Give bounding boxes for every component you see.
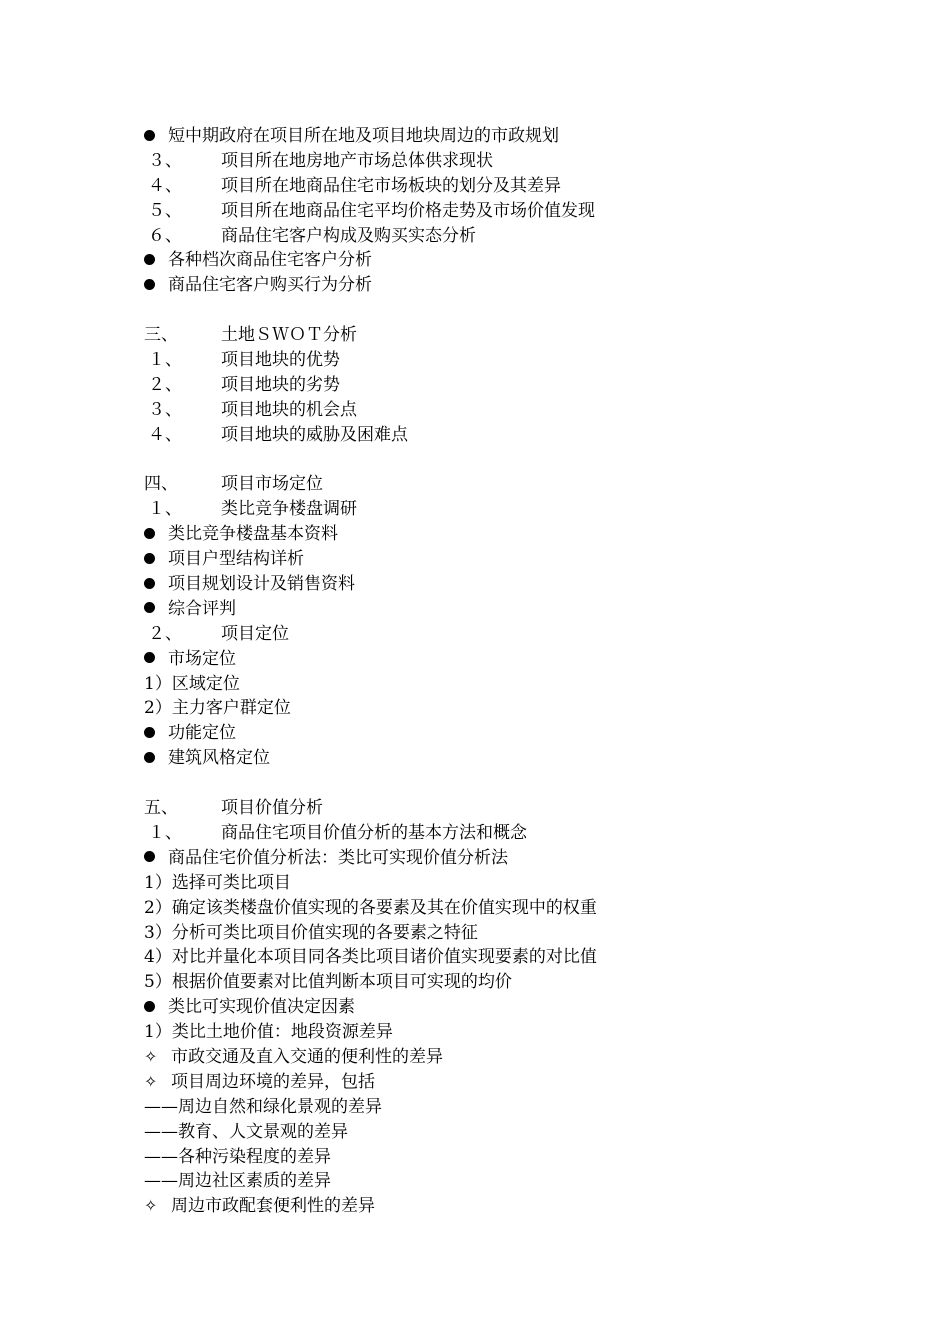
line-text: 2）确定该类楼盘价值实现的各要素及其在价值实现中的权重: [144, 897, 597, 918]
numbered-item: [0, 174, 950, 199]
bullet-item: [0, 846, 950, 871]
line-text: 5）根据价值要素对比值判断本项目可实现的均价: [144, 972, 512, 993]
item-text: 项目所在地房地产市场总体供求现状: [221, 150, 493, 171]
line-text: ——周边自然和绿化景观的差异: [144, 1096, 382, 1117]
bullet-text: 各种档次商品住宅客户分析: [168, 250, 372, 271]
bullet-item: [0, 572, 950, 597]
item-text: 项目所在地商品住宅市场板块的划分及其差异: [221, 175, 561, 196]
item-text: 项目定位: [221, 623, 289, 644]
section-heading: [0, 472, 950, 497]
item-text: 项目地块的优势: [221, 350, 340, 371]
item-number: １、: [148, 350, 182, 371]
numbered-item: [0, 622, 950, 647]
bullet-text: 项目规划设计及销售资料: [168, 574, 355, 595]
bullet-item: [0, 522, 950, 547]
text-line: [0, 1120, 950, 1145]
bullet-dot-icon: [144, 124, 155, 149]
numbered-item: [0, 398, 950, 423]
bullet-dot-icon: [144, 995, 155, 1020]
blank-line: [0, 298, 950, 323]
bullet-text: 类比可实现价值决定因素: [168, 997, 355, 1018]
section-heading: [0, 323, 950, 348]
line-text: 2）主力客户群定位: [144, 698, 291, 719]
item-number: 三、: [144, 325, 178, 346]
item-number: 四、: [144, 474, 178, 495]
bullet-dot-icon: [144, 746, 155, 771]
numbered-item: [0, 199, 950, 224]
item-text: 项目地块的威胁及困难点: [221, 424, 408, 445]
bullet-text: 市政交通及直入交通的便利性的差异: [171, 1046, 443, 1067]
item-text: 项目所在地商品住宅平均价格走势及市场价值发现: [221, 200, 595, 221]
line-text: 4）对比并量化本项目同各类比项目诸价值实现要素的对比值: [144, 947, 597, 968]
bullet-item: [0, 746, 950, 771]
numbered-item: [0, 497, 950, 522]
item-number: ４、: [148, 424, 182, 445]
bullet-item: [0, 1194, 950, 1219]
bullet-item: [0, 248, 950, 273]
bullet-text: 市场定位: [168, 648, 236, 669]
bullet-text: 建筑风格定位: [168, 748, 270, 769]
bullet-item: [0, 597, 950, 622]
item-text: 项目地块的机会点: [221, 399, 357, 420]
bullet-text: 功能定位: [168, 723, 236, 744]
text-line: [0, 896, 950, 921]
bullet-text: 商品住宅客户购买行为分析: [168, 275, 372, 296]
diamond-star-icon: ✧: [144, 1196, 158, 1216]
bullet-text: 商品住宅价值分析法：类比可实现价值分析法: [168, 847, 508, 868]
text-line: [0, 871, 950, 896]
diamond-star-icon: ✧: [144, 1071, 158, 1091]
bullet-dot-icon: [144, 721, 155, 746]
bullet-dot-icon: [144, 273, 155, 298]
bullet-text: 综合评判: [168, 598, 236, 619]
item-text: 商品住宅项目价值分析的基本方法和概念: [221, 822, 527, 843]
bullet-dot-icon: [144, 522, 155, 547]
document-body: [0, 124, 950, 1219]
item-number: ３、: [148, 399, 182, 420]
bullet-text: 项目周边环境的差异，包括: [171, 1071, 375, 1092]
line-text: ——周边社区素质的差异: [144, 1171, 331, 1192]
numbered-item: [0, 224, 950, 249]
bullet-text: 短中期政府在项目所在地及项目地块周边的市政规划: [168, 126, 559, 146]
item-number: ２、: [148, 374, 182, 395]
line-text: 1）选择可类比项目: [144, 872, 291, 893]
bullet-text: 周边市政配套便利性的差异: [171, 1196, 375, 1217]
bullet-item: [0, 721, 950, 746]
item-number: ４、: [148, 175, 182, 196]
text-line: [0, 1020, 950, 1045]
text-line: [0, 1169, 950, 1194]
bullet-dot-icon: [144, 572, 155, 597]
item-number: 五、: [144, 798, 178, 819]
item-text: 项目市场定位: [221, 474, 323, 495]
blank-line: [0, 448, 950, 473]
numbered-item: [0, 149, 950, 174]
item-number: ５、: [148, 200, 182, 221]
line-text: 1）类比土地价值：地段资源差异: [144, 1022, 393, 1043]
section-heading: [0, 796, 950, 821]
item-text: 项目价值分析: [221, 798, 323, 819]
blank-line: [0, 771, 950, 796]
text-line: [0, 1095, 950, 1120]
text-line: [0, 696, 950, 721]
bullet-item: [0, 273, 950, 298]
line-text: 1）区域定位: [144, 673, 240, 694]
bullet-dot-icon: [144, 547, 155, 572]
item-number: ２、: [148, 623, 182, 644]
bullet-dot-icon: [144, 248, 155, 273]
bullet-item: [0, 124, 950, 149]
bullet-item: [0, 547, 950, 572]
bullet-item: [0, 647, 950, 672]
text-line: [0, 921, 950, 946]
item-number: ６、: [148, 225, 182, 246]
numbered-item: [0, 423, 950, 448]
bullet-dot-icon: [144, 597, 155, 622]
bullet-item: [0, 995, 950, 1020]
bullet-dot-icon: [144, 647, 155, 672]
text-line: [0, 945, 950, 970]
bullet-text: 项目户型结构详析: [168, 549, 304, 570]
item-text: 商品住宅客户构成及购买实态分析: [221, 225, 476, 246]
bullet-text: 类比竞争楼盘基本资料: [168, 524, 338, 545]
bullet-dot-icon: [144, 846, 155, 871]
item-number: １、: [148, 822, 182, 843]
numbered-item: [0, 821, 950, 846]
numbered-item: [0, 348, 950, 373]
item-text: 类比竞争楼盘调研: [221, 499, 357, 520]
text-line: [0, 672, 950, 697]
line-text: ——各种污染程度的差异: [144, 1146, 331, 1167]
numbered-item: [0, 373, 950, 398]
text-line: [0, 970, 950, 995]
item-number: ３、: [148, 150, 182, 171]
text-line: [0, 1145, 950, 1170]
item-text: 土地ＳＷＯＴ分析: [221, 325, 357, 346]
line-text: ——教育、人文景观的差异: [144, 1121, 348, 1142]
diamond-star-icon: ✧: [144, 1046, 158, 1066]
item-number: １、: [148, 499, 182, 520]
bullet-item: [0, 1070, 950, 1095]
item-text: 项目地块的劣势: [221, 374, 340, 395]
bullet-item: [0, 1045, 950, 1070]
line-text: 3）分析可类比项目价值实现的各要素之特征: [144, 922, 478, 943]
